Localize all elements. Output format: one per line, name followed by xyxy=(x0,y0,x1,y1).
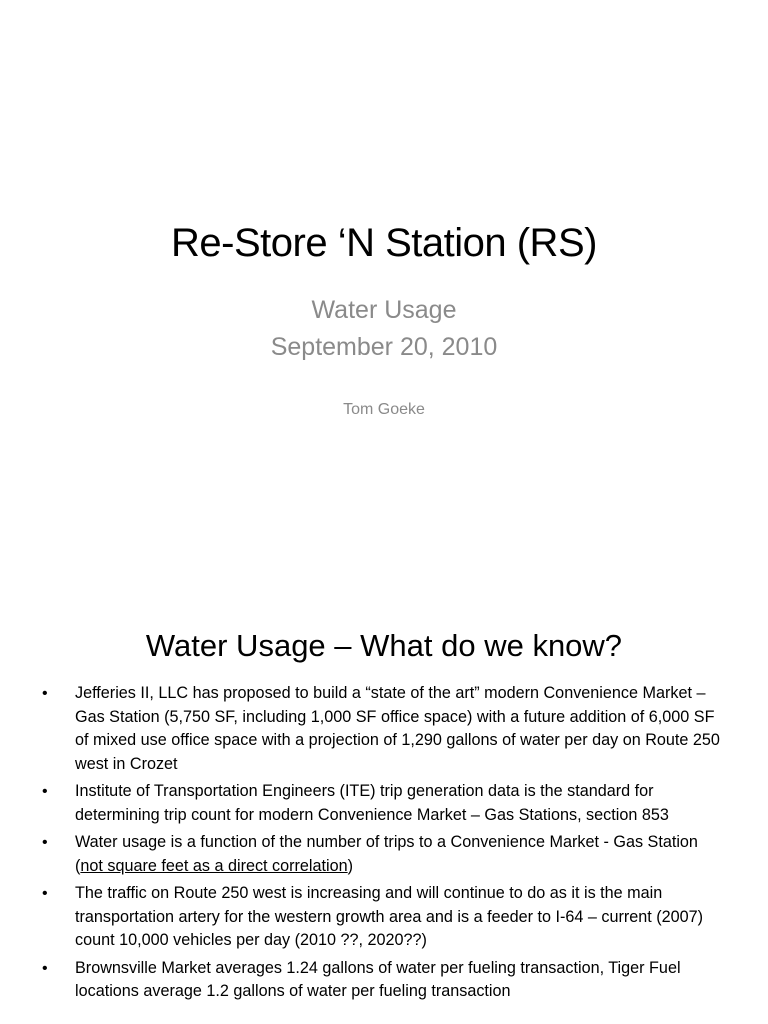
bullet-icon: • xyxy=(42,959,48,977)
slide-title: Water Usage – What do we know? xyxy=(145,628,623,663)
bullet-item xyxy=(38,682,728,776)
bullet-list xyxy=(38,682,728,1008)
bullet-item xyxy=(38,882,728,953)
bullet-icon: • xyxy=(42,685,48,702)
presentation-title: Re-Store ‘N Station (RS) xyxy=(171,221,597,265)
bullet-icon: • xyxy=(42,885,48,902)
bullet-text: Institute of Transportation Engineers (ITE) trip generation data is the standard for determining trip count for modern Convenience Market – Gas Stations, section 853 xyxy=(75,782,669,824)
subtitle-date: September 20, 2010 xyxy=(270,333,498,361)
bullet-text-start: Water usage is a function of the number of trips to a Convenience Market - Gas Station ( xyxy=(75,833,698,875)
bullet-text: Jefferies II, LLC has proposed to build a “state of the art” modern Convenience Market – Gas Station (5,750 SF, including 1,000 SF office space) with a future addition of 6,000 SF of mixed use office space with a projection of 1,290 gallons of water per day on Route 250 west in Crozet xyxy=(75,684,720,773)
content-slide xyxy=(0,576,768,1024)
bullet-text xyxy=(75,833,698,875)
bullet-text: Brownsville Market averages 1.24 gallons of water per fueling transaction, Tiger Fuel locations average 1.2 gallons of water per fueling transaction xyxy=(75,958,681,1000)
bullet-icon: • xyxy=(42,834,48,851)
bullet-item xyxy=(38,957,728,1004)
presentation-author: Tom Goeke xyxy=(343,401,425,418)
bullet-item xyxy=(38,780,728,827)
bullet-item xyxy=(38,831,728,878)
presentation-subtitle xyxy=(0,292,768,366)
subtitle-topic: Water Usage xyxy=(311,296,457,324)
bullet-text-end: ) xyxy=(347,856,354,875)
bullet-text: The traffic on Route 250 west is increasing and will continue to do as it is the main transportation artery for the western growth area and is a feeder to I-64 – current (2007) count 10,000 vehicles per day (2010 ??, 2020??) xyxy=(75,884,704,949)
bullet-icon: • xyxy=(42,783,48,800)
underlined-phrase: not square feet as a direct correlation xyxy=(80,856,348,875)
